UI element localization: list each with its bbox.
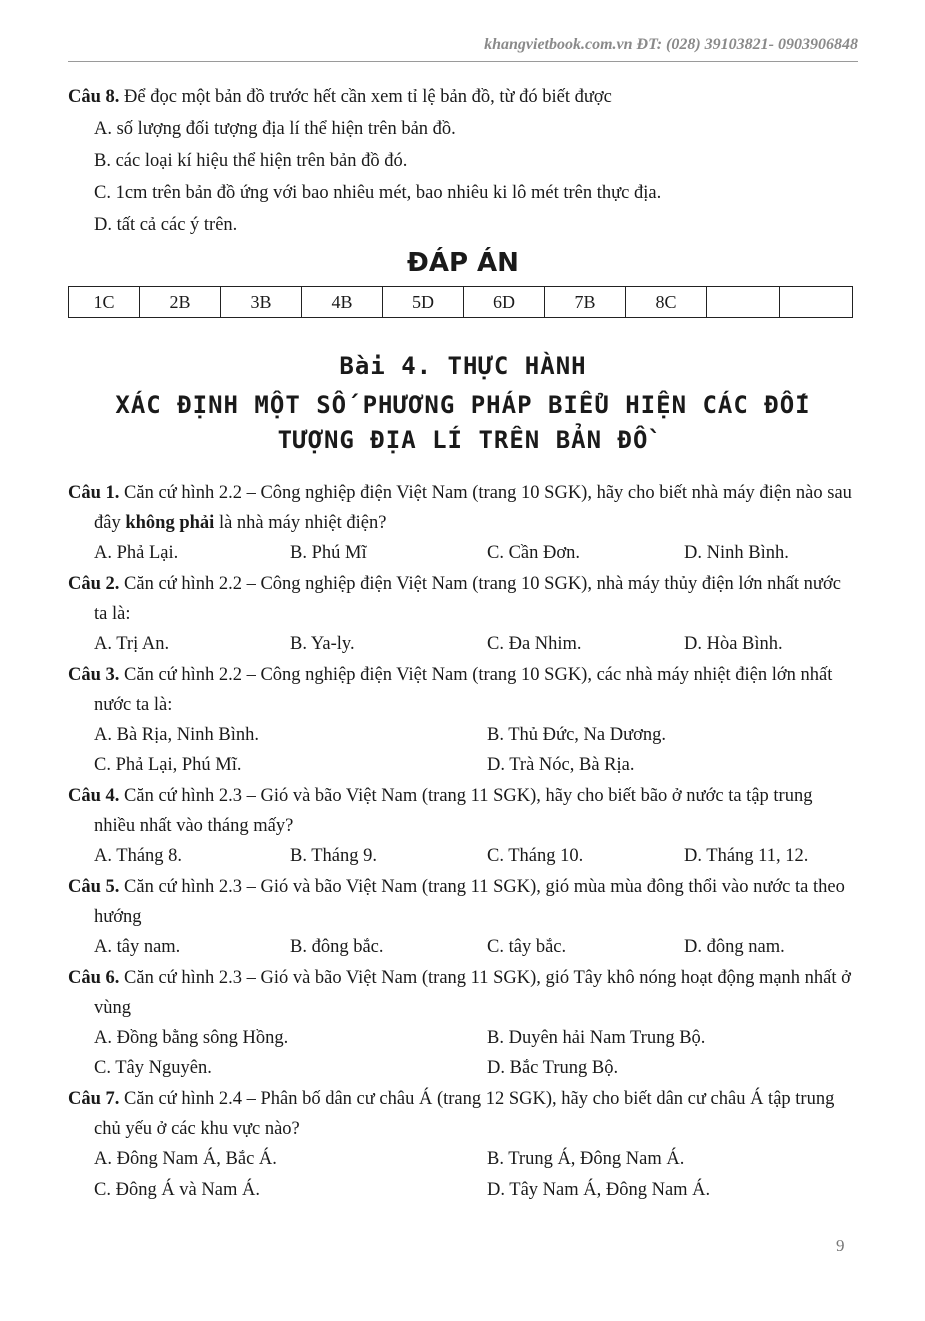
option-d: D. Trà Nóc, Bà Rịa.: [487, 755, 635, 775]
answer-cell: 1C: [69, 287, 140, 318]
option-b: B. Ya-ly.: [290, 634, 355, 654]
question-text: Căn cứ hình 2.2 – Công nghiệp điện Việt Nam (trang 10 SGK), các nhà máy nhiệt điện lớn nhất nước ta là:: [94, 665, 833, 715]
option-b: B. Phú Mĩ: [290, 543, 367, 563]
answer-cell: 3B: [221, 287, 302, 318]
option-a: A. Bà Rịa, Ninh Bình.: [94, 725, 259, 745]
question-text: Căn cứ hình 2.4 – Phân bố dân cư châu Á (trang 12 SGK), hãy cho biết dân cư châu Á tập trung chủ yếu ở các khu vực nào?: [94, 1089, 835, 1139]
answer-cell: 6D: [464, 287, 545, 318]
question-5: [68, 872, 858, 932]
answer-title: ĐÁP ÁN: [407, 248, 519, 278]
option-d: D. đông nam.: [684, 937, 785, 957]
question-2: [68, 569, 858, 629]
answer-cell: 2B: [140, 287, 221, 318]
option-c: C. Tháng 10.: [487, 846, 584, 866]
option-b: B. Duyên hải Nam Trung Bộ.: [487, 1028, 706, 1048]
answer-cell: 4B: [302, 287, 383, 318]
answer-table: [68, 286, 853, 318]
option-b: B. đông bắc.: [290, 937, 384, 957]
option-a: A. tây nam.: [94, 937, 181, 957]
question-text: Căn cứ hình 2.3 – Gió và bão Việt Nam (trang 11 SGK), hãy cho biết bão ở nước ta tập trung nhiều nhất vào tháng mấy?: [94, 786, 813, 836]
question-number: Câu 8.: [68, 87, 120, 107]
question-7: [68, 1084, 858, 1144]
question-text: Căn cứ hình 2.2 – Công nghiệp điện Việt Nam (trang 10 SGK), hãy cho biết nhà máy điện nào sau đây: [94, 483, 852, 533]
header-divider: [68, 61, 858, 62]
question-8: [68, 82, 858, 112]
option-d: D. Ninh Bình.: [684, 543, 789, 563]
answer-cell: [780, 287, 853, 318]
question-1: [68, 478, 858, 538]
option-a: A. Tháng 8.: [94, 846, 183, 866]
page-number: 9: [836, 1236, 845, 1255]
answer-cell: 7B: [545, 287, 626, 318]
question-number: Câu 2.: [68, 574, 120, 594]
question-text: Căn cứ hình 2.2 – Công nghiệp điện Việt Nam (trang 10 SGK), nhà máy thủy điện lớn nhất nước ta là:: [94, 574, 841, 624]
option-d: D. Tây Nam Á, Đông Nam Á.: [487, 1180, 711, 1200]
option-d: D. Bắc Trung Bộ.: [487, 1058, 619, 1078]
question-text: Căn cứ hình 2.3 – Gió và bão Việt Nam (trang 11 SGK), gió mùa mùa đông thổi vào nước ta theo hướng: [94, 877, 845, 927]
option-a: A. Đồng bằng sông Hồng.: [94, 1028, 289, 1048]
page-header: khangvietbook.com.vn ĐT: (028) 39103821- 0903906848: [484, 36, 858, 53]
question-number: Câu 6.: [68, 968, 120, 988]
question-number: Câu 7.: [68, 1089, 120, 1109]
option-d: D. tất cả các ý trên.: [94, 215, 238, 235]
question-number: Câu 3.: [68, 665, 120, 685]
option-c: C. tây bắc.: [487, 937, 567, 957]
option-d: D. Tháng 11, 12.: [684, 846, 809, 866]
question-text: Để đọc một bản đồ trước hết cần xem tỉ lệ bản đồ, từ đó biết được: [119, 87, 612, 107]
option-a: A. Đông Nam Á, Bắc Á.: [94, 1149, 277, 1169]
option-b: B. Trung Á, Đông Nam Á.: [487, 1149, 685, 1169]
lesson-title: Bài 4. THỰC HÀNH: [339, 352, 587, 380]
question-number: Câu 5.: [68, 877, 120, 897]
question-text: Căn cứ hình 2.3 – Gió và bão Việt Nam (trang 11 SGK), gió Tây khô nóng hoạt động mạnh nhất ở vùng: [94, 968, 851, 1018]
option-b: B. Thủ Đức, Na Dương.: [487, 725, 667, 745]
option-b: B. Tháng 9.: [290, 846, 378, 866]
option-c: C. Tây Nguyên.: [94, 1058, 212, 1078]
option-c: C. Đông Á và Nam Á.: [94, 1180, 260, 1200]
question-number: Câu 4.: [68, 786, 120, 806]
option-a: A. Trị An.: [94, 634, 170, 654]
lesson-subtitle-line2: TƯỢNG ĐỊA LÍ TRÊN BẢN ĐỒ: [277, 426, 649, 454]
answer-cell: [707, 287, 780, 318]
option-c: C. Đa Nhim.: [487, 634, 582, 654]
emphasis-text: không phải: [125, 513, 215, 533]
answer-row: [69, 287, 853, 318]
option-a: A. Phả Lại.: [94, 543, 179, 563]
option-c: C. Phả Lại, Phú Mĩ.: [94, 755, 242, 775]
lesson-subtitle-line1: XÁC ĐỊNH MỘT SỐ PHƯƠNG PHÁP BIỂU HIỆN CÁC ĐỐI: [115, 391, 811, 419]
answer-cell: 5D: [383, 287, 464, 318]
question-3: [68, 660, 858, 720]
option-a: A. số lượng đối tượng địa lí thể hiện trên bản đồ.: [94, 119, 456, 139]
option-c: C. Cần Đơn.: [487, 543, 581, 563]
option-d: D. Hòa Bình.: [684, 634, 783, 654]
question-text-end: là nhà máy nhiệt điện?: [214, 513, 387, 533]
option-b: B. các loại kí hiệu thể hiện trên bản đồ đó.: [94, 151, 408, 171]
option-c: C. 1cm trên bản đồ ứng với bao nhiêu mét, bao nhiêu ki lô mét trên thực địa.: [94, 183, 662, 203]
question-6: [68, 963, 858, 1023]
question-4: [68, 781, 858, 841]
question-number: Câu 1.: [68, 483, 120, 503]
answer-cell: 8C: [626, 287, 707, 318]
